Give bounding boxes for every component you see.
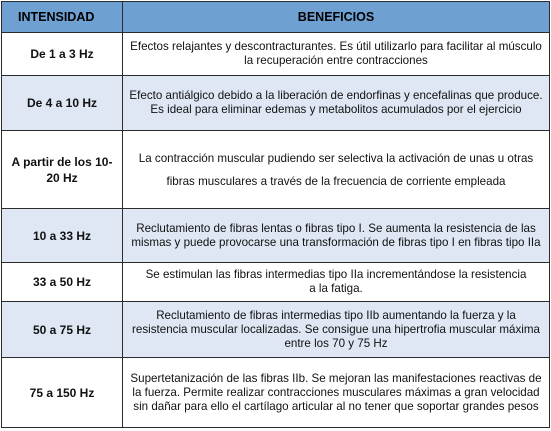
table-row [2,358,550,428]
benefit-cell: Supertetanización de las fibras IIb. Se mejoran las manifestaciones reactivas de la fuerza. Permite realizar contracciones musculares máximas a gran velocidad sin dañar para ello el cartílago articular al no tener que soportar grandes pesos [123,358,550,428]
table-row [2,33,550,76]
intensity-cell: De 1 a 3 Hz [2,33,123,76]
intensity-cell: 10 a 33 Hz [2,209,123,263]
table-row [2,302,550,358]
header-row [2,2,550,33]
benefit-cell: Reclutamiento de fibras lentas o fibras tipo I. Se aumenta la resistencia de las mismas y puede provocarse una transformación de fibras tipo I en fibras tipo IIa [123,209,550,263]
intensity-cell: 33 a 50 Hz [2,263,123,302]
table-row [2,131,550,209]
frequency-benefits-table [1,1,550,428]
table-row [2,263,550,302]
benefit-cell: La contracción muscular pudiendo ser selectiva la activación de unas u otras fibras musculares a través de la frecuencia de corriente empleada [123,131,550,209]
header-benefits: BENEFICIOS [123,2,550,33]
intensity-cell: De 4 a 10 Hz [2,76,123,131]
intensity-cell: 75 a 150 Hz [2,358,123,428]
intensity-cell: 50 a 75 Hz [2,302,123,358]
table-row [2,76,550,131]
header-intensity: INTENSIDAD [2,2,123,33]
benefit-cell: Reclutamiento de fibras intermedias tipo IIb aumentando la fuerza y la resistencia muscular localizadas. Se consigue una hipertrofia muscular máxima entre los 70 y 75 Hz [123,302,550,358]
intensity-cell: A partir de los 10-20 Hz [2,131,123,209]
benefit-cell: Efectos relajantes y descontracturantes. Es útil utilizarlo para facilitar al músculo la recuperación entre contracciones [123,33,550,76]
benefit-cell: Efecto antiálgico debido a la liberación de endorfinas y encefalinas que produce. Es ideal para eliminar edemas y metabolitos acumulados por el ejercicio [123,76,550,131]
table-row [2,209,550,263]
benefit-cell: Se estimulan las fibras intermedias tipo IIa incrementándose la resistencia a la fatiga. [123,263,550,302]
